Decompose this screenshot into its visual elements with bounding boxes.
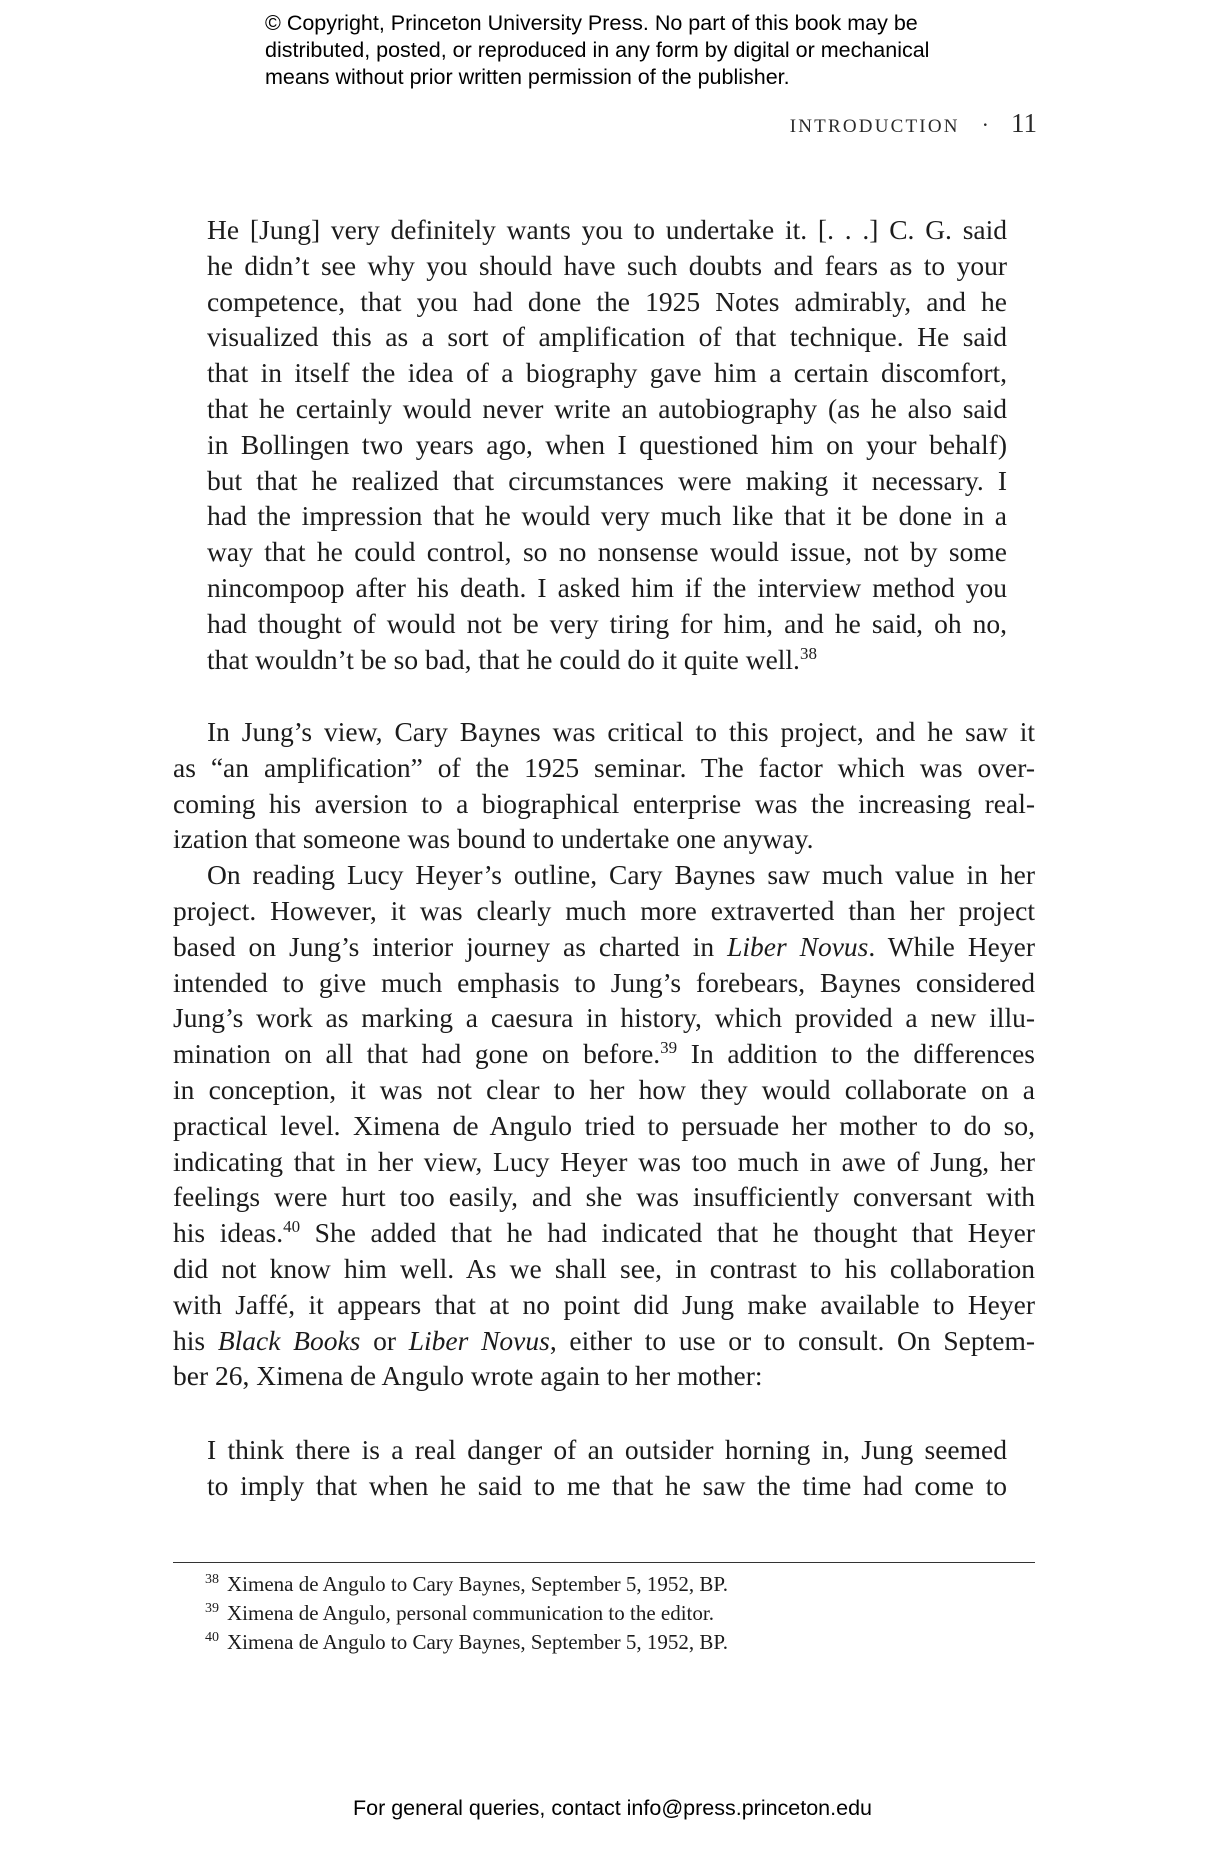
paragraph-line: as “an amplification” of the 1925 seminar. The factor which was over-	[173, 751, 1035, 783]
text-run: based on Jung’s interior journey as charted in	[173, 930, 728, 962]
quote-line: competence, that you had done the 1925 Notes admirably, and he	[207, 285, 1007, 317]
footnote-reference[interactable]: 40	[283, 1216, 301, 1236]
copyright-line: © Copyright, Princeton University Press. No part of this book may be	[265, 11, 918, 35]
footnote-reference[interactable]: 39	[660, 1037, 678, 1057]
copyright-notice	[265, 10, 1025, 91]
paragraph-line: Jung’s work as marking a caesura in history, which provided a new illu-	[173, 1002, 1035, 1034]
text-run: his ideas.	[173, 1217, 284, 1249]
quote-line: I think there is a real danger of an outsider horning in, Jung seemed	[207, 1434, 1007, 1465]
footnote	[205, 1570, 728, 1599]
quote-line: visualized this as a sort of amplification of that technique. He said	[207, 321, 1007, 353]
footnote	[205, 1599, 728, 1628]
text-run: . While Heyer	[868, 930, 1036, 962]
text-run: his	[173, 1324, 218, 1356]
running-head-separator: ·	[981, 112, 989, 137]
running-head	[790, 108, 1037, 139]
paragraph-line	[173, 1323, 1035, 1359]
paragraph-line: On reading Lucy Heyer’s outline, Cary Baynes saw much value in her	[207, 859, 1035, 891]
paragraph-line	[173, 1036, 1035, 1072]
text-run: In addition to the differences	[677, 1038, 1035, 1070]
block-quote	[207, 1432, 1007, 1504]
text-run: mination on all that had gone on before.	[173, 1038, 661, 1070]
running-head-section: INTRODUCTION	[789, 116, 960, 137]
paragraph-line: intended to give much emphasis to Jung’s forebears, Baynes considered	[173, 966, 1035, 998]
quote-line: that he certainly would never write an autobiography (as he also said	[207, 392, 1007, 424]
paragraph-line: In Jung’s view, Cary Baynes was critical to this project, and he saw it	[207, 716, 1035, 747]
quote-line: nincompoop after his death. I asked him if the interview method you	[207, 571, 1007, 603]
paragraph-line: ber 26, Ximena de Angulo wrote again to her mother:	[173, 1360, 763, 1392]
paragraph-line: practical level. Ximena de Angulo tried to persuade her mother to do so,	[173, 1109, 1035, 1141]
footnote-divider	[173, 1562, 1035, 1563]
footnote-number: 38	[205, 1571, 219, 1587]
footnote-text: Ximena de Angulo, personal communication to the editor.	[227, 1601, 714, 1625]
paragraph	[173, 714, 1035, 857]
paragraph-line: did not know him well. As we shall see, in contrast to his collaboration	[173, 1252, 1035, 1284]
paragraph-line: coming his aversion to a biographical enterprise was the increasing real-	[173, 787, 1035, 819]
italic-title: Black Books	[217, 1324, 361, 1356]
italic-title: Liber Novus	[408, 1324, 550, 1356]
footnote-text: Ximena de Angulo to Cary Baynes, September 5, 1952, BP.	[227, 1630, 729, 1654]
quote-line: he didn’t see why you should have such doubts and fears as to your	[207, 249, 1007, 281]
quote-line: that in itself the idea of a biography gave him a certain discomfort,	[207, 357, 1007, 389]
paragraph-line: ization that someone was bound to undertake one anyway.	[173, 823, 814, 855]
footnote-reference[interactable]: 38	[799, 643, 817, 663]
copyright-line: means without prior written permission of the publisher.	[265, 65, 790, 89]
paragraph	[173, 857, 1035, 1394]
quote-line: had thought of would not be very tiring for him, and he said, oh no,	[207, 607, 1007, 639]
footnote-text: Ximena de Angulo to Cary Baynes, September 5, 1952, BP.	[227, 1572, 729, 1596]
quote-line: He [Jung] very definitely wants you to undertake it. [. . .] C. G. said	[207, 214, 1007, 245]
paragraph-line: in conception, it was not clear to her how they would collaborate on a	[173, 1073, 1035, 1105]
paragraph-line	[173, 1215, 1035, 1251]
text-run: , either to use or to consult. On Septem-	[549, 1324, 1036, 1356]
quote-line: in Bollingen two years ago, when I questioned him on your behalf)	[207, 428, 1007, 460]
copyright-line: distributed, posted, or reproduced in any form by digital or mechanical	[265, 38, 930, 62]
footnote-number: 40	[205, 1629, 219, 1645]
paragraph-line	[173, 929, 1035, 965]
block-quote	[207, 212, 1007, 677]
text-run: or	[360, 1324, 409, 1356]
paragraph-line: with Jaffé, it appears that at no point did Jung make available to Heyer	[173, 1288, 1035, 1320]
paragraph-line: indicating that in her view, Lucy Heyer was too much in awe of Jung, her	[173, 1145, 1035, 1177]
footnote-number: 39	[205, 1600, 219, 1616]
quote-line-text: that wouldn’t be so bad, that he could do it quite well.	[207, 643, 800, 675]
quote-line: to imply that when he said to me that he saw the time had come to	[207, 1469, 1007, 1501]
contact-footer: For general queries, contact info@press.princeton.edu	[352, 1796, 872, 1820]
page-number: 11	[1011, 108, 1037, 138]
italic-title: Liber Novus	[727, 930, 869, 962]
paragraph-line: feelings were hurt too easily, and she was insufficiently conversant with	[173, 1181, 1035, 1213]
text-run: She added that he had indicated that he thought that Heyer	[300, 1217, 1035, 1249]
quote-line: had the impression that he would very much like that it be done in a	[207, 500, 1007, 532]
paragraph-line: project. However, it was clearly much more extraverted than her project	[173, 894, 1035, 926]
quote-line: but that he realized that circumstances were making it necessary. I	[207, 464, 1007, 496]
quote-line	[207, 642, 1007, 678]
footnote	[205, 1628, 728, 1657]
body-text	[173, 714, 1035, 1394]
footnotes	[205, 1570, 728, 1657]
quote-line: way that he could control, so no nonsense would issue, not by some	[207, 536, 1007, 568]
